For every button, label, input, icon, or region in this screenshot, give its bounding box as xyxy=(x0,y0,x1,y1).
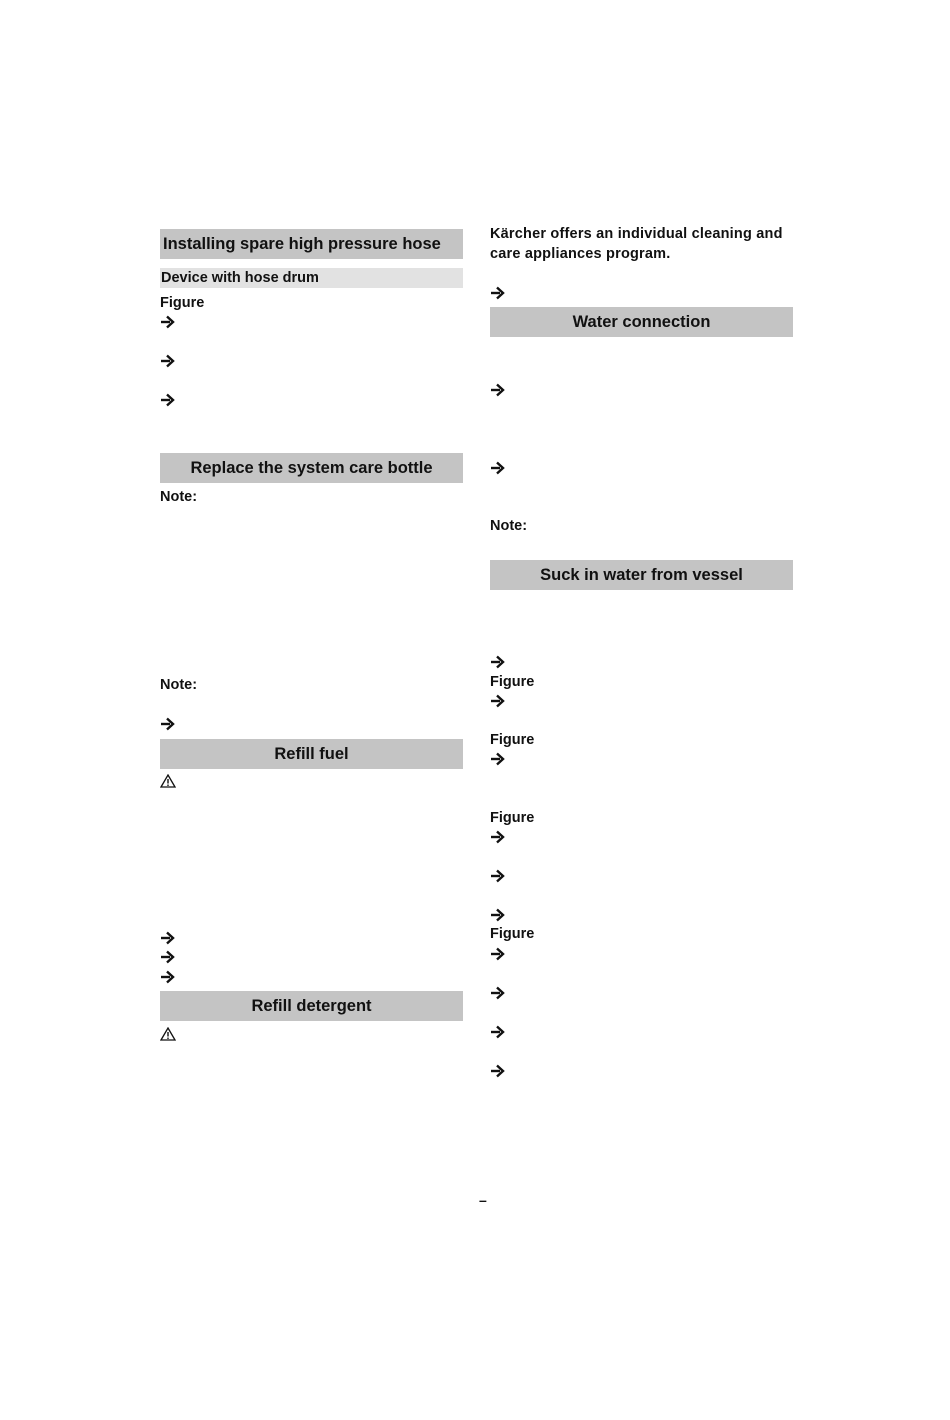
arrow-right-icon xyxy=(490,461,506,475)
intro-paragraph: Kärcher offers an individual cleaning and care appliances program. xyxy=(490,226,783,262)
arrow-right-icon xyxy=(490,986,506,1000)
arrow-right-icon xyxy=(490,752,506,766)
arrow-right-icon xyxy=(160,970,176,984)
subheading-device-with-hose-drum: Device with hose drum xyxy=(160,268,463,288)
heading-refill-fuel: Refill fuel xyxy=(160,739,463,769)
note-label: Note: xyxy=(160,489,198,505)
note-label: Note: xyxy=(490,518,528,534)
page-number-marker: – xyxy=(479,1192,487,1208)
heading-installing-spare-high-pressure-hose: Installing spare high pressure hose xyxy=(160,229,463,259)
arrow-right-icon xyxy=(160,354,176,368)
heading-suck-in-water-from-vessel: Suck in water from vessel xyxy=(490,560,793,590)
arrow-right-icon xyxy=(490,947,506,961)
arrow-right-icon xyxy=(490,286,506,300)
arrow-right-icon xyxy=(160,950,176,964)
arrow-right-icon xyxy=(490,1064,506,1078)
arrow-right-icon xyxy=(490,830,506,844)
arrow-right-icon xyxy=(160,931,176,945)
figure-label: Figure xyxy=(160,295,205,311)
heading-refill-detergent: Refill detergent xyxy=(160,991,463,1021)
warning-triangle-icon xyxy=(160,774,176,788)
arrow-right-icon xyxy=(490,908,506,922)
arrow-right-icon xyxy=(160,717,176,731)
figure-label: Figure xyxy=(490,674,535,690)
arrow-right-icon xyxy=(160,315,176,329)
arrow-right-icon xyxy=(160,393,176,407)
arrow-right-icon xyxy=(490,694,506,708)
figure-label: Figure xyxy=(490,926,535,942)
heading-water-connection: Water connection xyxy=(490,307,793,337)
arrow-right-icon xyxy=(490,655,506,669)
figure-label: Figure xyxy=(490,732,535,748)
arrow-right-icon xyxy=(490,1025,506,1039)
arrow-right-icon xyxy=(490,383,506,397)
warning-triangle-icon xyxy=(160,1027,176,1041)
heading-replace-system-care-bottle: Replace the system care bottle xyxy=(160,453,463,483)
note-label: Note: xyxy=(160,677,198,693)
figure-label: Figure xyxy=(490,810,535,826)
arrow-right-icon xyxy=(490,869,506,883)
